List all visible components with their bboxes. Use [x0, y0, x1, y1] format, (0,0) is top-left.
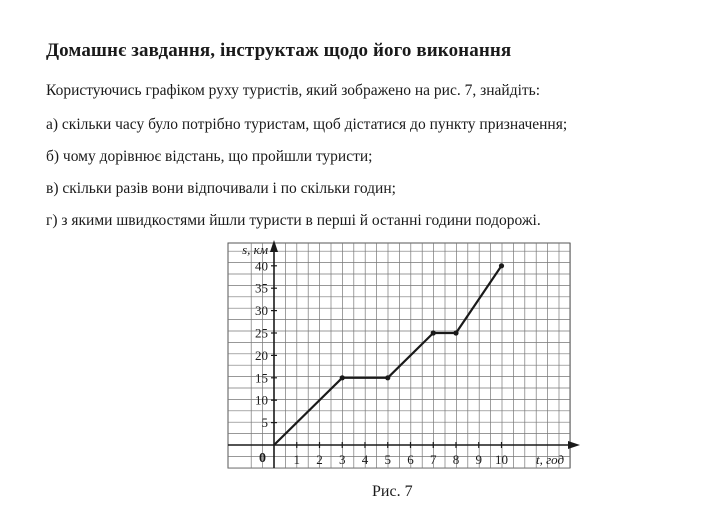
x-tick-label: 1 — [293, 452, 300, 467]
x-tick-label: 10 — [495, 452, 508, 467]
task-item-b: б) чому дорівнює відстань, що пройшли туристи; — [46, 148, 373, 165]
x-tick-label: 6 — [407, 452, 414, 467]
x-axis-label: t, год — [536, 452, 565, 467]
y-tick-label: 20 — [255, 347, 268, 363]
assignment-heading: Домашнє завдання, інструктаж щодо його виконання — [46, 40, 512, 61]
x-tick-label: 8 — [452, 452, 460, 467]
data-point — [453, 330, 458, 335]
y-tick-label: 40 — [255, 258, 268, 274]
y-tick-label: 5 — [261, 415, 268, 431]
data-point — [385, 375, 390, 380]
figure-caption: Рис. 7 — [372, 483, 413, 500]
task-item-a: а) скільки часу було потрібно туристам, щоб дістатися до пункту призначення; — [46, 116, 568, 133]
y-tick-label: 25 — [255, 325, 268, 341]
x-axis-arrow — [568, 441, 580, 449]
task-intro: Користуючись графіком руху туристів, який зображено на рис. 7, знайдіть: — [46, 82, 541, 99]
x-tick-label: 2 — [316, 452, 323, 467]
x-tick-label: 4 — [361, 452, 369, 467]
task-item-c: в) скільки разів вони відпочивали і по скільки годин; — [46, 180, 396, 197]
grid-frame — [228, 243, 570, 468]
data-point — [499, 263, 504, 268]
y-tick-label: 30 — [255, 303, 268, 319]
data-point — [431, 330, 436, 335]
task-item-d: г) з якими швидкостями йшли туристи в перші й останні години подорожі. — [46, 212, 541, 229]
x-tick-label: 5 — [384, 452, 391, 467]
origin-label: 0 — [259, 451, 266, 466]
y-axis-arrow — [270, 240, 278, 252]
y-tick-label: 10 — [255, 392, 268, 408]
data-point — [340, 375, 345, 380]
y-tick-label: 35 — [255, 280, 268, 296]
y-axis-label: s, км — [242, 242, 268, 257]
y-tick-label: 15 — [255, 370, 268, 386]
x-tick-label: 9 — [475, 452, 482, 467]
x-tick-label: 7 — [430, 452, 437, 467]
x-tick-label: 3 — [339, 452, 346, 467]
